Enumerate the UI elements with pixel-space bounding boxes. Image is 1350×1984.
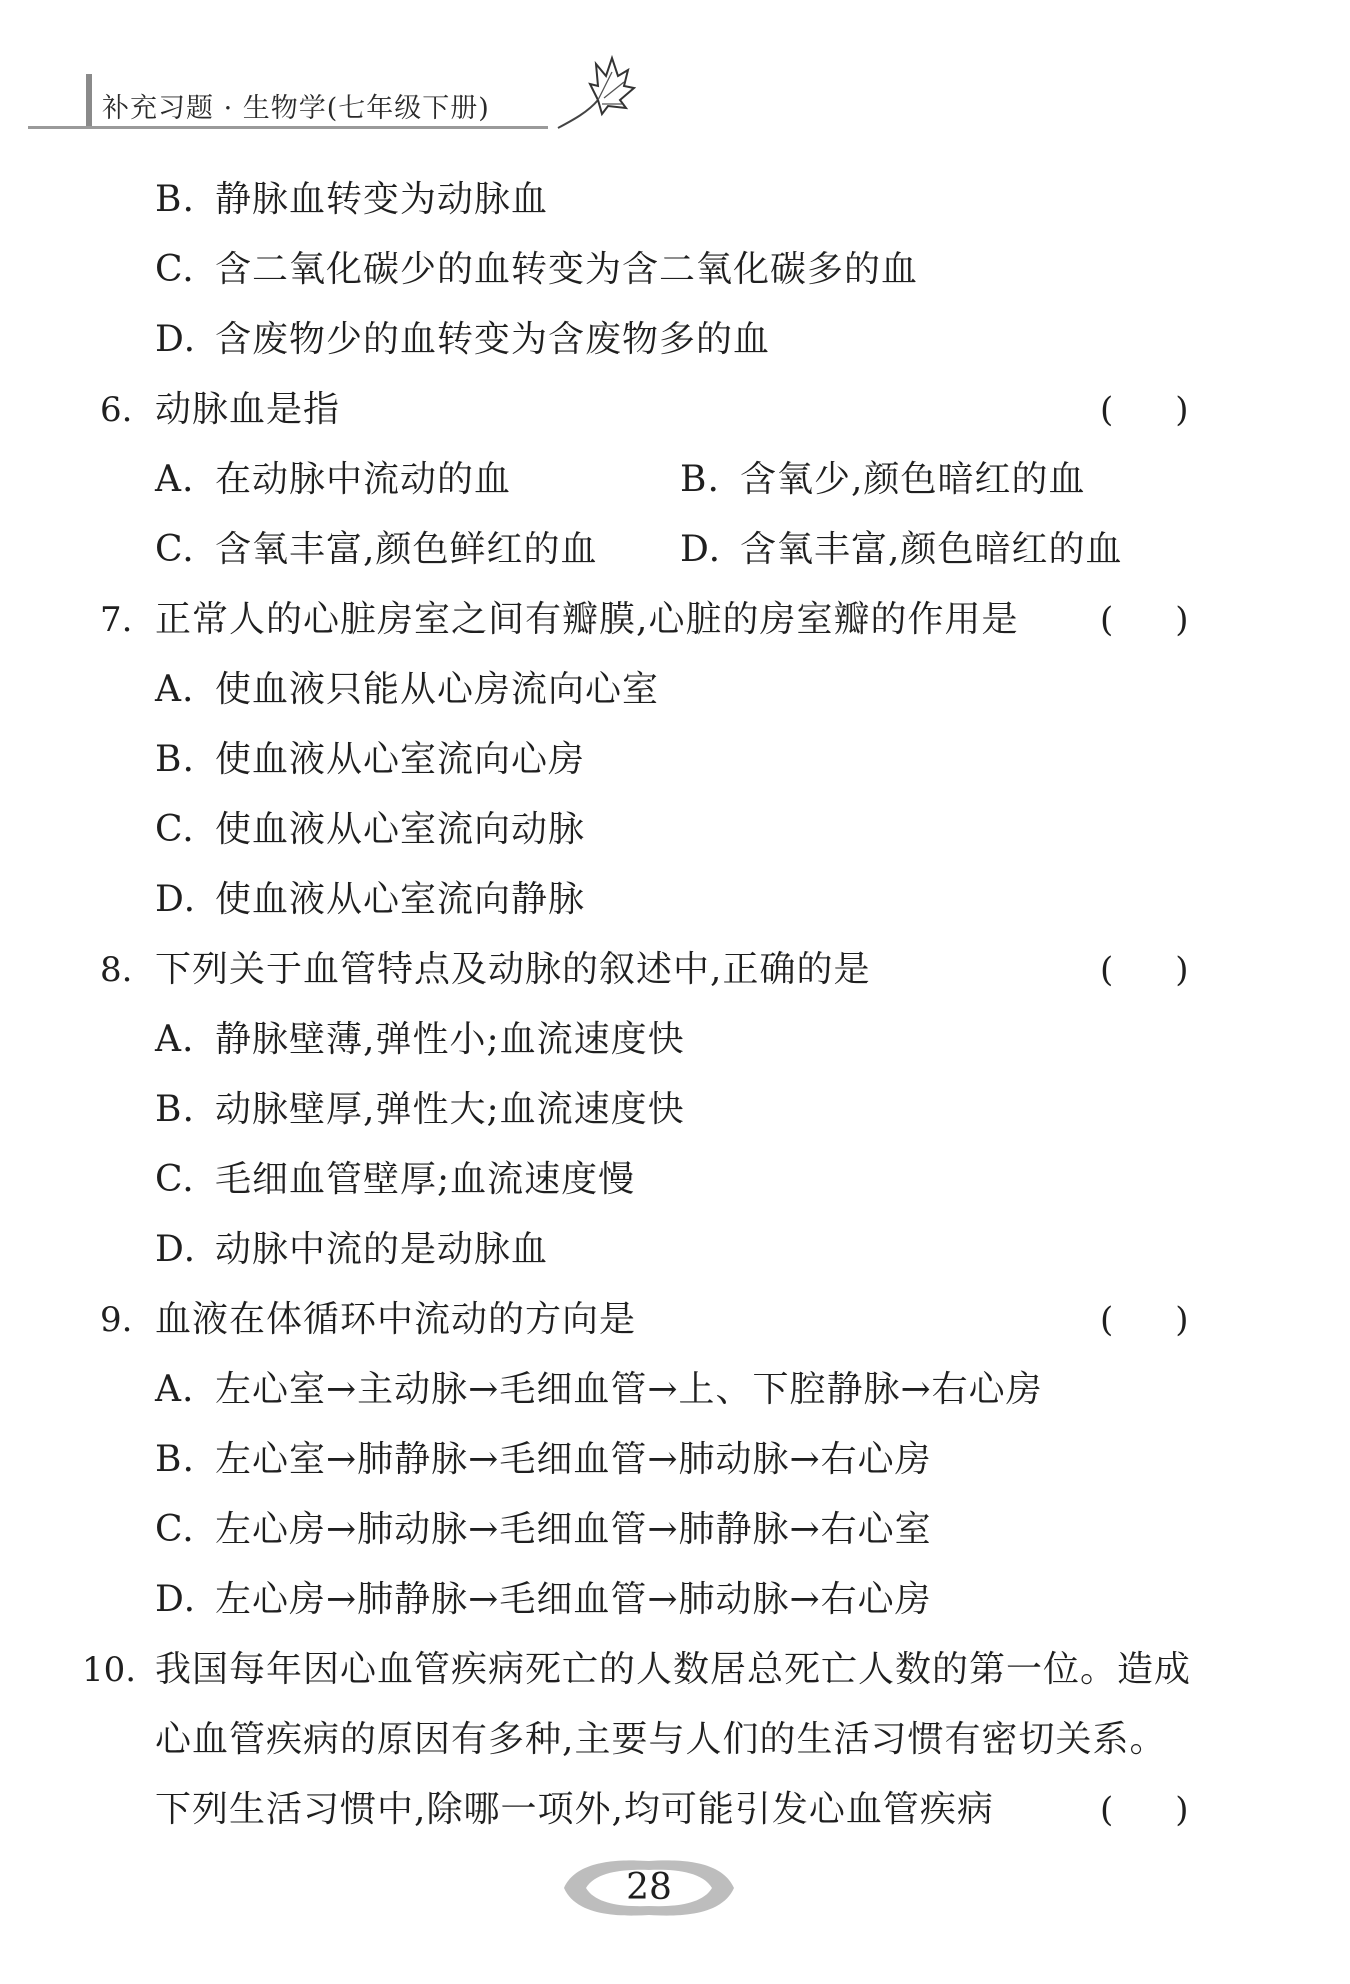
q10-stem-line-1: 我国每年因心血管疾病死亡的人数居总死亡人数的第一位。造成 (155, 1649, 1192, 1690)
header-title: 补充习题 · 生物学(七年级下册) (102, 93, 490, 124)
q5-option-d: D. 含废物少的血转变为含废物多的血 (155, 319, 771, 360)
q9-stem: 血液在体循环中流动的方向是 (155, 1299, 637, 1340)
q9-number: 9. (100, 1300, 133, 1340)
q7-option-c: C. 使血液从心室流向动脉 (155, 809, 586, 850)
q9-option-d: D. 左心房→肺静脉→毛细血管→肺动脉→右心房 (155, 1579, 932, 1620)
q6-answer-blank[interactable]: ( ) (1100, 390, 1189, 430)
page-number: 28 (626, 1867, 672, 1908)
q9-option-a: A. 左心室→主动脉→毛细血管→上、下腔静脉→右心房 (155, 1369, 1043, 1410)
q6-option-b: B. 含氧少,颜色暗红的血 (680, 459, 1086, 500)
q8-option-b: B. 动脉壁厚,弹性大;血流速度快 (155, 1089, 685, 1130)
q6-number: 6. (100, 390, 133, 430)
q10-answer-blank[interactable]: ( ) (1100, 1790, 1189, 1830)
q7-option-b: B. 使血液从心室流向心房 (155, 739, 586, 780)
maple-leaf-icon (528, 50, 636, 140)
q8-number: 8. (100, 950, 133, 990)
header-accent-bar (86, 74, 92, 128)
q8-option-a: A. 静脉壁薄,弹性小;血流速度快 (155, 1019, 685, 1060)
q5-option-c: C. 含二氧化碳少的血转变为含二氧化碳多的血 (155, 249, 919, 290)
q7-stem: 正常人的心脏房室之间有瓣膜,心脏的房室瓣的作用是 (155, 599, 1019, 640)
q8-answer-blank[interactable]: ( ) (1100, 950, 1189, 990)
q6-option-a: A. 在动脉中流动的血 (155, 459, 512, 500)
q7-number: 7. (100, 600, 133, 640)
q9-option-b: B. 左心室→肺静脉→毛细血管→肺动脉→右心房 (155, 1439, 932, 1480)
q9-option-c: C. 左心房→肺动脉→毛细血管→肺静脉→右心室 (155, 1509, 932, 1550)
q9-answer-blank[interactable]: ( ) (1100, 1300, 1189, 1340)
page-header (28, 50, 668, 140)
q6-stem: 动脉血是指 (155, 389, 341, 430)
q7-option-a: A. 使血液只能从心房流向心室 (155, 669, 660, 710)
header-rule (28, 126, 548, 129)
q10-stem-line-2: 心血管疾病的原因有多种,主要与人们的生活习惯有密切关系。 (155, 1719, 1167, 1760)
q8-option-d: D. 动脉中流的是动脉血 (155, 1229, 549, 1270)
page-number-badge (556, 1855, 742, 1921)
q10-stem-line-3: 下列生活习惯中,除哪一项外,均可能引发心血管疾病 (155, 1789, 994, 1830)
q8-stem: 下列关于血管特点及动脉的叙述中,正确的是 (155, 949, 871, 990)
q7-answer-blank[interactable]: ( ) (1100, 600, 1189, 640)
q5-option-b: B. 静脉血转变为动脉血 (155, 179, 549, 220)
q6-option-c: C. 含氧丰富,颜色鲜红的血 (155, 529, 598, 570)
q8-option-c: C. 毛细血管壁厚;血流速度慢 (155, 1159, 636, 1200)
q10-number: 10. (82, 1650, 137, 1690)
q7-option-d: D. 使血液从心室流向静脉 (155, 879, 586, 920)
q6-option-d: D. 含氧丰富,颜色暗红的血 (680, 529, 1123, 570)
